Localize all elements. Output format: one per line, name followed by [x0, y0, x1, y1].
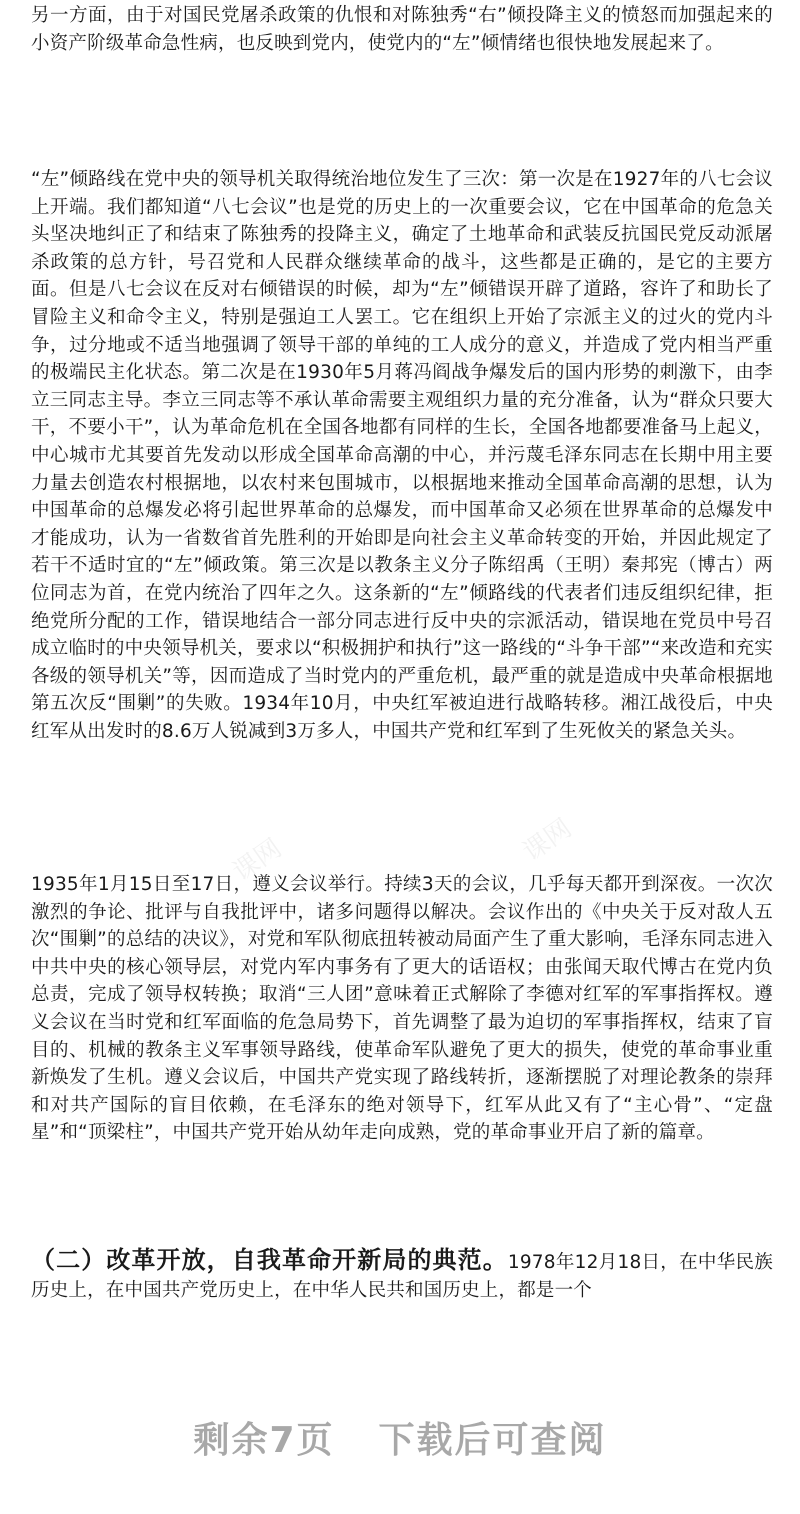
watermark: 课网: [517, 813, 578, 868]
download-prompt[interactable]: [0, 1412, 800, 1463]
section-heading: （二）改革开放，自我革命开新局的典范。: [31, 1245, 508, 1274]
paragraph-2: “左”倾路线在党中央的领导机关取得统治地位发生了三次：第一次是在1927年的八七会议上开端。我们都知道“八七会议”也是党的历史上的一次重要会议，它在中国革命的危急关头坚决地纠正了和结束了陈独秀的投降主义，确定了土地革命和武装反抗国民党反动派屠杀政策的总方针，号召党和人民群众继续革命的战斗，这些都是正确的，是它的主要方面。但是八七会议在反对右倾错误的时候，却为“左”倾错误开辟了道路，容许了和助长了冒险主义和命令主义，特别是强迫工人罢工。它在组织上开始了宗派主义的过火的党内斗争，过分地或不适当地强调了领导干部的单纯的工人成分的意义，并造成了党内相当严重的极端民主化状态。第二次是在1930年5月蒋冯阎战争爆发后的国内形势的刺激下，由李立三同志主导。李立三同志等不承认革命需要主观组织力量的充分准备，认为“群众只要大干，不要小干”，认为革命危机在全国各地都有同样的生长，全国各地都要准备马上起义，中心城市尤其要首先发动以形成全国革命高潮的中心，并污蔑毛泽东同志在长期中用主要力量去创造农村根据地，以农村来包围城市，以根据地来推动全国革命高潮的思想，认为中国革命的总爆发必将引起世界革命的总爆发，而中国革命又必须在世界革命的总爆发中才能成功，认为一省数省首先胜利的开始即是向社会主义革命转变的开始，并因此规定了若干不适时宜的“左”倾政策。第三次是以教条主义分子陈绍禹（王明）秦邦宪（博古）两位同志为首，在党内统治了四年之久。这条新的“左”倾路线的代表者们违反组织纪律，拒绝党所分配的工作，错误地结合一部分同志进行反中央的宗派活动，错误地在党员中号召成立临时的中央领导机关，要求以“积极拥护和执行”这一路线的“斗争干部”“来改造和充实各级的领导机关”等，因而造成了当时党内的严重危机，最严重的就是造成中央革命根据地第五次反“围剿”的失败。1934年10月，中央红军被迫进行战略转移。湘江战役后，中央红军从出发时的8.6万人锐减到3万多人，中国共产党和红军到了生死攸关的紧急关头。: [31, 169, 773, 742]
remaining-pages-label: 剩余7页: [193, 1420, 335, 1461]
watermark: 课网: [227, 833, 288, 888]
paragraph-3: 1935年1月15日至17日，遵义会议举行。持续3天的会议，几乎每天都开到深夜。一次次激烈的争论、批评与自我批评中，诸多问题得以解决。会议作出的《中央关于反对敌人五次“围剿”的总结的决议》，对党和军队彻底扭转被动局面产生了重大影响，毛泽东同志进入中共中央的核心领导层，对党内军内事务有了更大的话语权；由张闻天取代博古在党内负总责，完成了领导权转换；取消“三人团”意味着正式解除了李德对红军的军事指挥权。遵义会议在当时党和红军面临的危急局势下，首先调整了最为迫切的军事指挥权，结束了盲目的、机械的教条主义军事领导路线，使革命军队避免了更大的损失，使党的革命事业重新焕发了生机。遵义会议后，中国共产党实现了路线转折，逐渐摆脱了对理论教条的崇拜和对共产国际的盲目依赖，在毛泽东的绝对领导下，红军从此又有了“主心骨”、“定盘星”和“顶梁柱”，中国共产党开始从幼年走向成熟，党的革命事业开启了新的篇章。: [31, 874, 773, 1144]
section-text: 1978年12月18日，在中华民族历史上，在中国共产党历史上，在中华人民共和国历史上，都是一个: [31, 1252, 773, 1301]
section-paragraph: [31, 1246, 773, 1304]
paragraph-1: 另一方面，由于对国民党屠杀政策的仇恨和对陈独秀“右”倾投降主义的愤怒而加强起来的小资产阶级革命急性病，也反映到党内，使党内的“左”倾情绪也很快地发展起来了。: [31, 5, 773, 54]
download-hint-label: 下载后可查阅: [378, 1420, 607, 1461]
